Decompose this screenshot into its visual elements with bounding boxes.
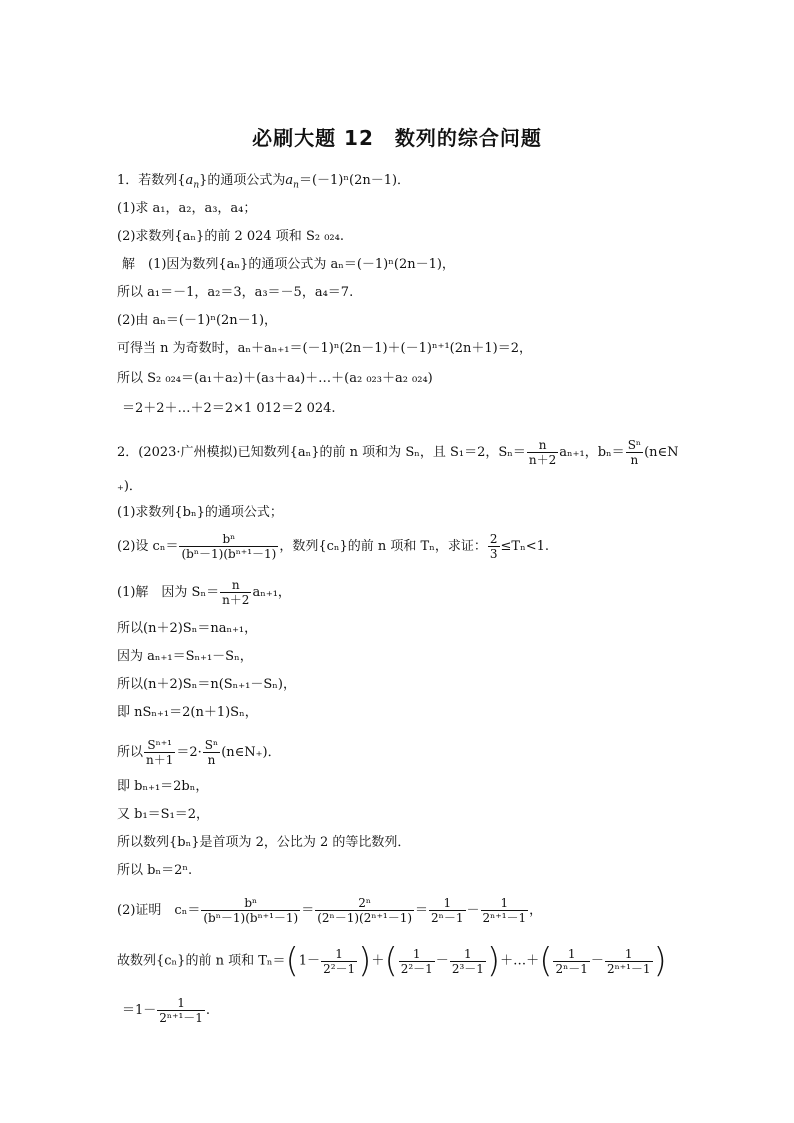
q1-part2: (2)求数列{aₙ}的前 2 024 项和 S₂ ₀₂₄. <box>117 229 344 244</box>
fraction-two-thirds: $\frac{2}{3}$ <box>489 532 498 561</box>
q1-solution-line-6: ＝2＋2＋…＋2＝2×1 012＝2 024. <box>122 401 336 416</box>
q1-solution-line-4: 可得当 n 为奇数时，aₙ＋aₙ₊₁＝(－1)ⁿ(2n－1)＋(－1)ⁿ⁺¹(2n＋1)＝2， <box>117 341 532 356</box>
right-paren-icon: ) <box>358 941 372 981</box>
q2-proof-line-2: 故数列{cₙ}的前 n 项和 Tₙ＝(1－ $\frac{1}{\text{2²－1}}$ )＋( $\frac{1}{\text{2²－1}}$ － $\frac{1}{\text{2³－1}}$ )＋…＋( $\frac{1}{\text{2ⁿ－1}}$ － $\frac{1}{\text{2ⁿ⁺¹－1}}$ ) <box>117 941 667 981</box>
fraction-n-over-n-plus-2: $\frac{n}{n+2}$ <box>528 438 557 467</box>
left-paren-icon: ( <box>539 941 553 981</box>
left-paren-icon: ( <box>384 941 398 981</box>
q2-solution-line-6: 所以 $\frac{\text{Sⁿ⁺¹}}{n+1}$ ＝2· $\frac{\text{Sⁿ}}{n}$ (n∈N₊)． <box>117 738 281 767</box>
q2-proof-line-1: (2)证明 cₙ＝ $\frac{\text{bⁿ}}{\text{(bⁿ－1)(bⁿ⁺¹－1)}}$ ＝ $\frac{\text{2ⁿ}}{\text{(2ⁿ－1)(2ⁿ⁺¹－1)}}$ ＝ $\frac{1}{\text{2ⁿ－1}}$ － $\frac{1}{\text{2ⁿ⁺¹－1}}$ ， <box>117 896 543 925</box>
page-title: 必刷大题 12 数列的综合问题 <box>252 126 542 150</box>
q2-solution-line-4: 所以(n＋2)Sₙ＝n(Sₙ₊₁－Sₙ)， <box>117 677 296 692</box>
q2-stem-continued: ₊)． <box>117 479 142 494</box>
q2-solution-line-2: 所以(n＋2)Sₙ＝naₙ₊₁， <box>117 621 258 636</box>
q2-solution-line-3: 因为 aₙ₊₁＝Sₙ₊₁－Sₙ， <box>117 649 253 664</box>
q1-part1: (1)求 a₁，a₂，a₃，a₄； <box>117 201 257 216</box>
q2-part1: (1)求数列{bₙ}的通项公式； <box>117 505 283 520</box>
fraction-Sn-over-n: $\frac{\text{Sⁿ}}{n}$ <box>627 438 642 467</box>
fraction-1-over-2sq-1-b: $\frac{1}{\text{2²－1}}$ <box>400 946 433 976</box>
q1-solution-line-5: 所以 S₂ ₀₂₄＝(a₁＋a₂)＋(a₃＋a₄)＋…＋(a₂ ₀₂₃＋a₂ ₀₂₄) <box>117 371 433 386</box>
fraction-Sn-over-n-sol: $\frac{\text{Sⁿ}}{n}$ <box>204 738 219 767</box>
fraction-cn-definition: $\frac{\text{bⁿ}}{\text{(bⁿ－1)(bⁿ⁺¹－1)}}$ <box>181 532 277 561</box>
fraction-bn-over-den: $\frac{\text{bⁿ}}{\text{(bⁿ－1)(bⁿ⁺¹－1)}}$ <box>203 896 299 925</box>
fraction-n-over-n-plus-2-sol: $\frac{n}{n+2}$ <box>222 578 250 607</box>
fraction-1-over-2n1-1-final: $\frac{1}{\text{2ⁿ⁺¹－1}}$ <box>159 996 203 1025</box>
q2-proof-line-3: ＝1－ $\frac{1}{\text{2ⁿ⁺¹－1}}$ . <box>122 996 211 1025</box>
fraction-1-over-2n1-1-b: $\frac{1}{\text{2ⁿ⁺¹－1}}$ <box>606 946 651 976</box>
q2-solution-line-5: 即 nSₙ₊₁＝2(n＋1)Sₙ， <box>117 705 258 720</box>
right-paren-icon: ) <box>486 941 501 981</box>
q2-solution-line-1: (1)解 因为 Sₙ＝ $\frac{n}{n+2}$ aₙ₊₁， <box>117 578 291 607</box>
q1-solution-line-1: 解 (1)因为数列{aₙ}的通项公式为 aₙ＝(－1)ⁿ(2n－1)， <box>122 257 455 272</box>
q2-solution-line-8: 又 b₁＝S₁＝2， <box>117 807 210 822</box>
fraction-1-over-2n1-1: $\frac{1}{\text{2ⁿ⁺¹－1}}$ <box>482 896 527 925</box>
q1-stem: 1．若数列$\{a_n\}$的通项公式为$a_n=(-1)^n(2n-1)$． <box>117 173 411 191</box>
right-paren-icon: ) <box>653 941 667 981</box>
q2-solution-line-9: 所以数列{bₙ}是首项为 2，公比为 2 的等比数列． <box>117 835 411 850</box>
q1-solution-line-3: (2)由 aₙ＝(－1)ⁿ(2n－1)， <box>117 313 278 328</box>
fraction-1-over-2cu-1: $\frac{1}{\text{2³－1}}$ <box>451 946 484 976</box>
fraction-1-over-2n-1: $\frac{1}{\text{2ⁿ－1}}$ <box>431 896 464 925</box>
q2-solution-line-7: 即 bₙ₊₁＝2bₙ， <box>117 779 209 794</box>
q2-stem: 2．(2023·广州模拟)已知数列{aₙ}的前 n 项和为 Sₙ，且 S₁＝2，Sₙ＝ $\frac{n}{n+2}$ aₙ₊₁，bₙ＝ $\frac{\text{Sⁿ}}{n}$ (n∈N <box>117 438 679 467</box>
fraction-2n-over-den: $\frac{\text{2ⁿ}}{\text{(2ⁿ－1)(2ⁿ⁺¹－1)}}$ <box>317 896 413 925</box>
fraction-1-over-2sq-1: $\frac{1}{\text{2²－1}}$ <box>323 946 356 976</box>
fraction-Sn1-over-n1: $\frac{\text{Sⁿ⁺¹}}{n+1}$ <box>146 738 174 767</box>
fraction-1-over-2n-1-b: $\frac{1}{\text{2ⁿ－1}}$ <box>555 946 588 976</box>
left-paren-icon: ( <box>285 941 299 981</box>
q2-solution-line-10: 所以 bₙ＝2ⁿ. <box>117 863 193 878</box>
q1-solution-line-2: 所以 a₁＝－1，a₂＝3，a₃＝－5，a₄＝7. <box>117 285 354 300</box>
q2-part2: (2)设 cₙ＝ $\frac{\text{bⁿ}}{\text{(bⁿ－1)(bⁿ⁺¹－1)}}$ ，数列{cₙ}的前 n 项和 Tₙ，求证： $\frac{2}{3}$ ≤Tₙ<1. <box>117 532 549 561</box>
